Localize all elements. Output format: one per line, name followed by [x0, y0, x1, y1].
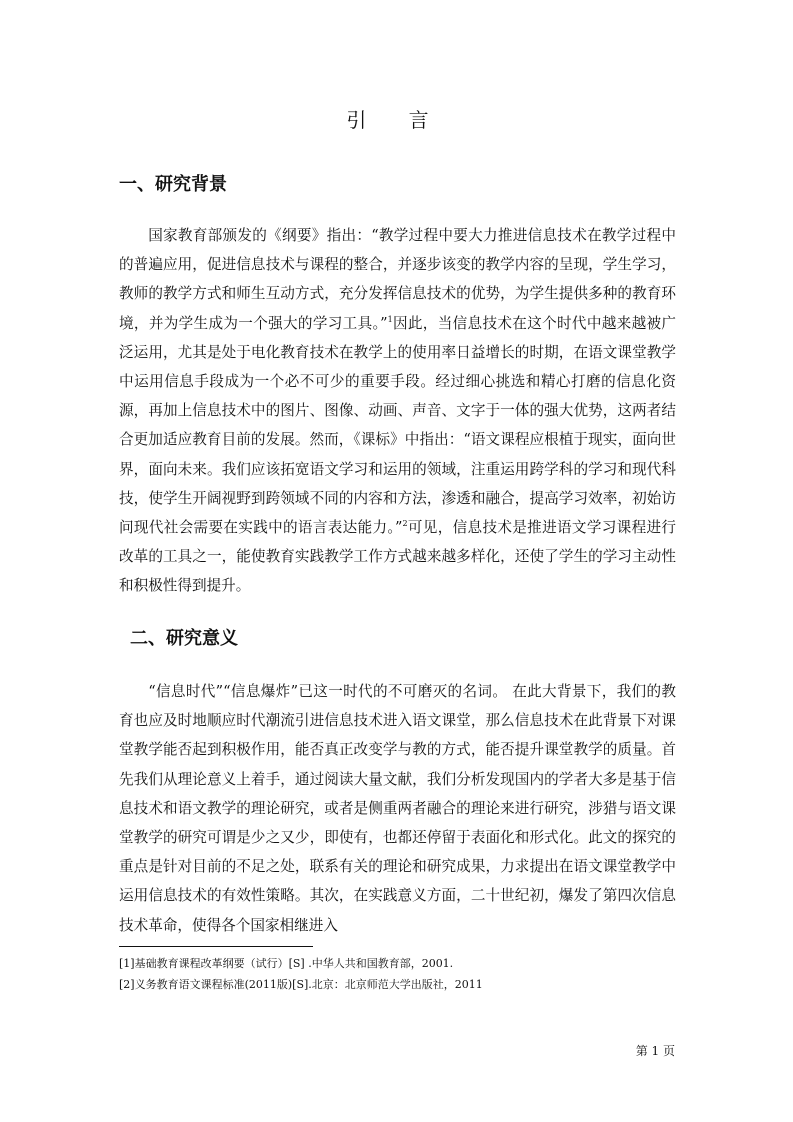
- footnote-1: [1]基础教育课程改革纲要（试行）[S] .中华人共和国教育部，2001.: [119, 957, 454, 970]
- footnote-2: [2]义务教育语文课程标准(2011版)[S].北京：北京师范大学出版社，2011: [119, 978, 483, 991]
- paragraph-text: 国家教育部颁发的《纲要》指出：“教学过程中要大力推进信息技术在教学过程中的普遍应用，促进信息技术与课程的整合，并逐步该变的教学内容的呈现，学生学习，教师的教学方式和师生互动方式，充分发挥信息技术的优势，为学生提供多种的教育环境，并为学生成为一个强大的学习工具。”: [119, 227, 676, 332]
- page-number: 第 1 页: [635, 1044, 675, 1058]
- footnote-ref-2[interactable]: 2: [402, 519, 408, 529]
- page-title: 引 言: [346, 108, 447, 132]
- paragraph-background: [119, 221, 676, 601]
- footnote-ref-1[interactable]: 1: [387, 314, 393, 324]
- paragraph-significance: “信息时代”“信息爆炸”已这一时代的不可磨灭的名词。 在此大背景下，我们的教育也应及时地顺应时代潮流引进信息技术进入语文课堂，那么信息技术在此背景下对课堂教学能否起到积极作用，能否真正改变学与教的方式，能否提升课堂教学的质量。首先我们从理论意义上着手，通过阅读大量文献，我们分析发现国内的学者大多是基于信息技术和语文教学的理论研究，或者是侧重两者融合的理论来进行研究，涉猎与语文课堂教学的研究可谓是少之又少，即使有，也都还停留于表面化和形式化。此文的探究的重点是针对目前的不足之处，联系有关的理论和研究成果，力求提出在语文课堂教学中运用信息技术的有效性策略。其次，在实践意义方面，二十世纪初，爆发了第四次信息技术革命，使得各个国家相继进入: [119, 683, 676, 934]
- paragraph-text: 因此，当信息技术在这个时代中越来越被广泛运用，尤其是处于电化教育技术在教学上的使用率日益增长的时期，在语文课堂教学中运用信息手段成为一个必不可少的重要手段。经过细心挑选和精心打磨的信息化资源，再加上信息技术中的图片、图像、动画、声音、文字于一体的强大优势，这两者结合更加适应教育目前的发展。然而，《课标》中指出：“语文课程应根植于现实，面向世界，面向未来。我们应该拓宽语文学习和运用的领域，注重运用跨学科的学习和现代科技，使学生开阔视野到跨领域不同的内容和方法，渗透和融合，提高学习效率，初始访问现代社会需要在实践中的语言表达能力。”: [119, 314, 676, 537]
- paragraph-text: 可见，信息技术是推进语文学习课程进行改革的工具之一，能使教育实践教学工作方式越来越多样化，还使了学生的学习主动性和积极性得到提升。: [119, 519, 676, 595]
- section-heading-background: 一、研究背景: [119, 174, 227, 195]
- footnote-divider: [119, 946, 313, 947]
- section-heading-significance: 二、研究意义: [130, 628, 238, 649]
